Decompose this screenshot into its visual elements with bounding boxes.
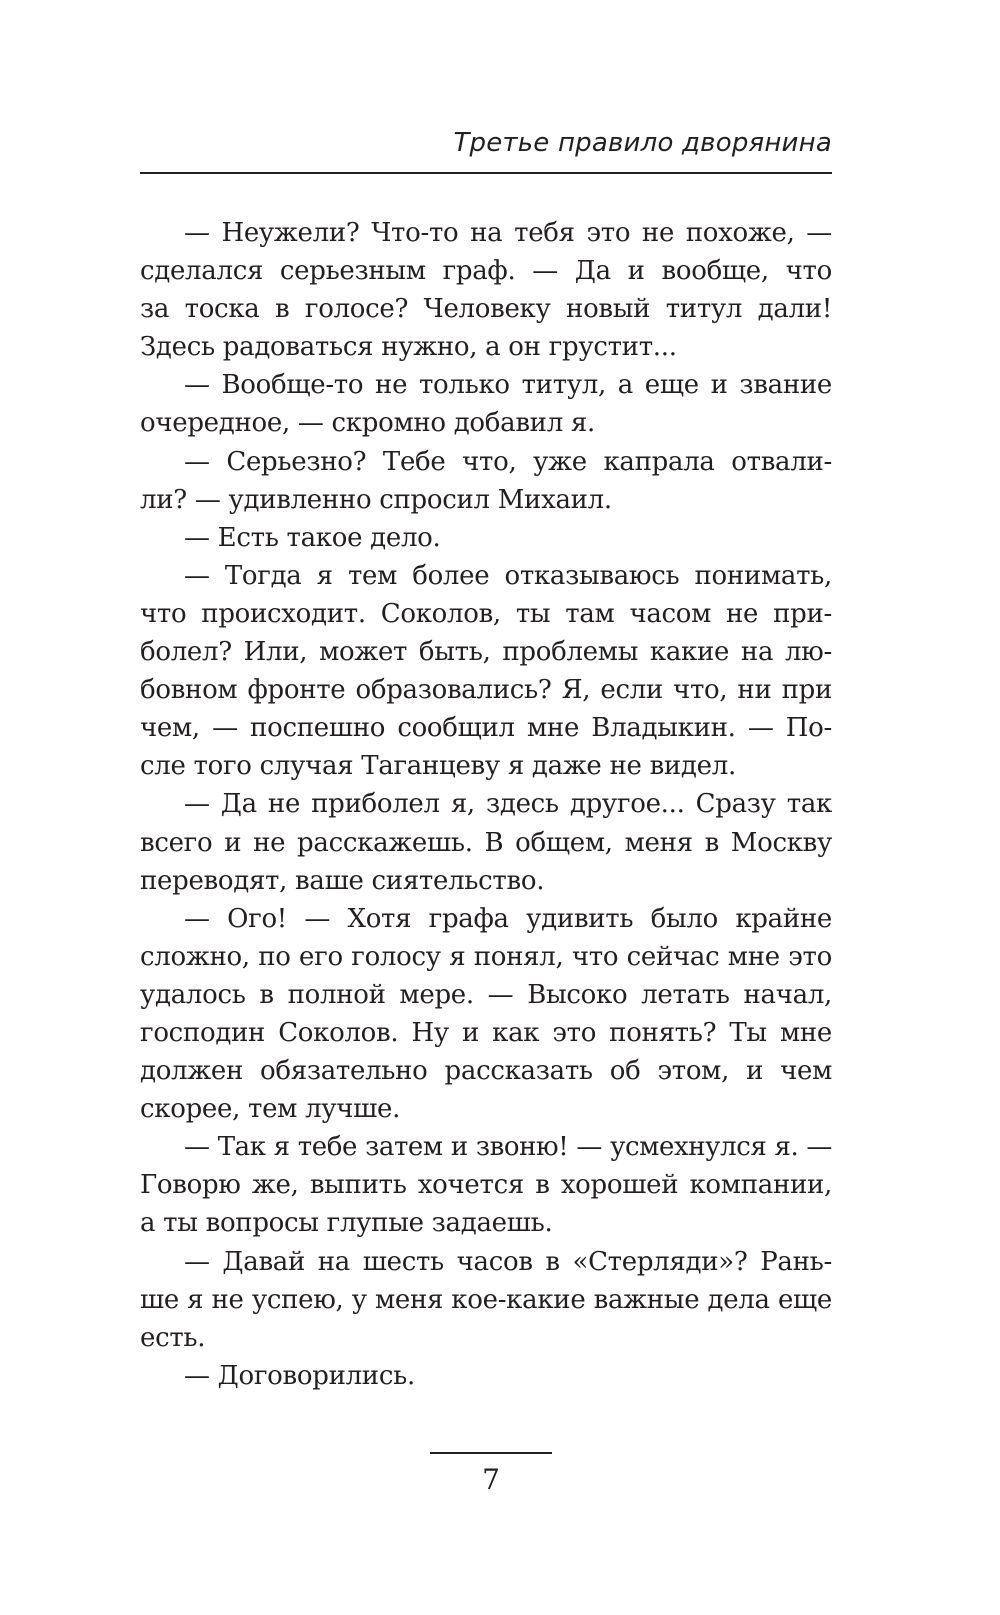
text-line: — Ого! — Хотя графа удивить было крайне [184, 903, 832, 934]
text-line: Здесь радоваться нужно, а он грустит... [140, 332, 677, 363]
text-line: — Договорились. [184, 1360, 415, 1391]
text-line: сле того случая Таганцеву я даже не видел. [140, 751, 736, 782]
text-line: Говорю же, выпить хочется в хорошей компании, [140, 1170, 832, 1201]
footer-rule [430, 1452, 552, 1454]
text-line: должен обязательно рассказать об этом, и чем [140, 1056, 832, 1087]
text-line: а ты вопросы глупые задаешь. [140, 1208, 553, 1239]
text-line: — Есть такое дело. [184, 522, 441, 553]
text-line: сложно, по его голосу я понял, что сейчас мне это [140, 941, 832, 972]
text-line: — Давай на шесть часов в «Стерляди»? Рань- [184, 1246, 832, 1277]
text-line: — Вообще-то не только титул, а еще и звание [184, 370, 832, 401]
text-line: всего и не расскажешь. В общем, меня в Москву [140, 827, 832, 858]
text-line: — Тогда я тем более отказываюсь понимать, [184, 560, 832, 591]
text-line: — Серьезно? Тебе что, уже капрала отвали- [184, 446, 832, 477]
text-line: скорее, тем лучше. [140, 1094, 401, 1125]
text-line: что происходит. Соколов, ты там часом не при- [140, 598, 832, 629]
text-line: болел? Или, может быть, проблемы какие на лю- [140, 637, 832, 668]
text-line: — Неужели? Что-то на тебя это не похоже, — [184, 218, 832, 248]
text-line: господин Соколов. Ну и как это понять? Ты мне [140, 1017, 832, 1048]
text-line: ли? — удивленно спросил Михаил. [140, 484, 612, 515]
text-line: сделался серьезным граф. — Да и вообще, что [140, 256, 832, 287]
running-head: Третье правило дворянина [453, 128, 832, 158]
text-line: бовном фронте образовались? Я, если что, ни при [140, 675, 832, 706]
text-line: чем, — поспешно сообщил мне Владыкин. — По- [140, 713, 832, 744]
text-line: очередное, — скромно добавил я. [140, 408, 595, 439]
text-line: — Так я тебе затем и звоню! — усмехнулся я. — [184, 1132, 832, 1163]
text-line: ше я не успею, у меня кое-какие важные дела еще [140, 1284, 832, 1315]
text-line: — Да не приболел я, здесь другое... Сразу так [184, 789, 832, 820]
text-line: есть. [140, 1322, 206, 1353]
header-rule [140, 172, 832, 174]
text-line: переводят, ваше сиятельство. [140, 865, 545, 896]
body-text [140, 214, 832, 1395]
text-line: удалось в полной мере. — Высоко летать начал, [140, 979, 832, 1010]
page-number: 7 [482, 1463, 500, 1496]
text-line: за тоска в голосе? Человеку новый титул дали! [140, 294, 832, 325]
